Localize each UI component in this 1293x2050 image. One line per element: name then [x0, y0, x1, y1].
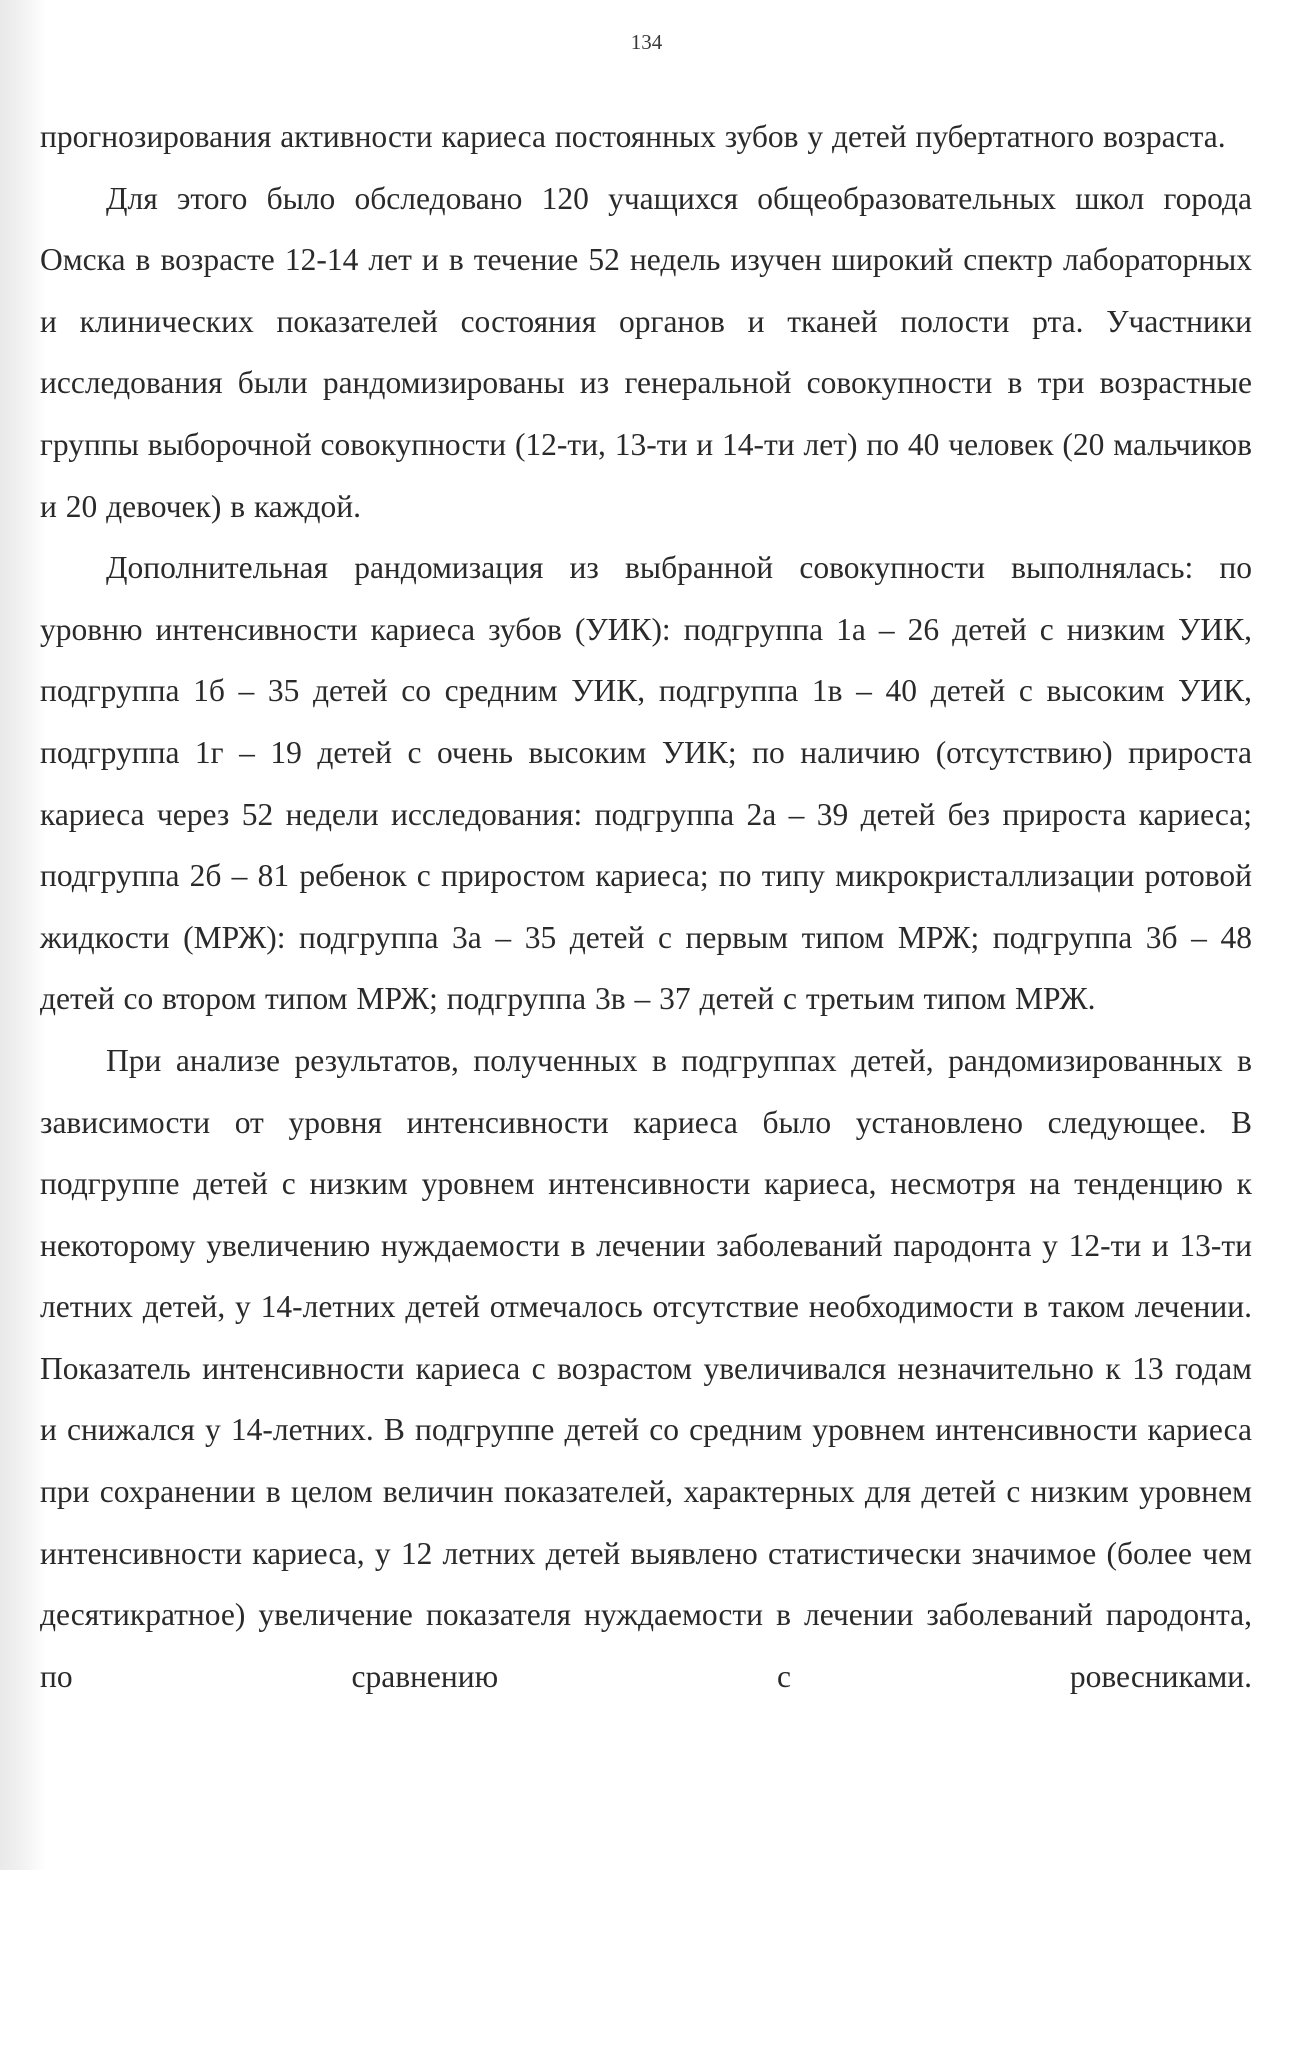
paragraph-analysis: При анализе результатов, полученных в подгруппах детей, рандомизированных в зависимости от уровня интенсивности кариеса было установлено следующее. В подгруппе детей с низким уровнем интенсивности кариеса, несмотря на тенденцию к некоторому увеличению нуждаемости в лечении заболеваний пародонта у 12-ти и 13-ти летних детей, у 14-летних детей отмечалось отсутствие необходимости в таком лечении. Показатель интенсивности кариеса с возрастом увеличивался незначительно к 13 годам и снижался у 14-летних. В подгруппе детей со средним уровнем интенсивности кариеса при сохранении в целом величин показателей, характерных для детей с низким уровнем интенсивности кариеса, у 12 летних детей выявлено статистически значимое (более чем десятикратное) увеличение показателя нуждаемости в лечении заболеваний пародонта, по сравнению с ровесниками. [40, 1042, 1252, 1694]
page-number: 134 [630, 30, 663, 54]
paragraph-study-design: Для этого было обследовано 120 учащихся общеобразовательных школ города Омска в возрасте 12-14 лет и в течение 52 недель изучен широкий спектр лабораторных и клинических показателей состояния органов и тканей полости рта. Участники исследования были рандомизированы из генеральной совокупности в три возрастные группы выборочной совокупности (12-ти, 13-ти и 14-ти лет) по 40 человек (20 мальчиков и 20 девочек) в каждой. [40, 180, 1252, 524]
body-text [40, 106, 1252, 1707]
paragraph-randomization: Дополнительная рандомизация из выбранной совокупности выполнялась: по уровню интенсивности кариеса зубов (УИК): подгруппа 1а – 26 детей с низким УИК, подгруппа 1б – 35 детей со средним УИК, подгруппа 1в – 40 детей с высоким УИК, подгруппа 1г – 19 детей с очень высоким УИК; по наличию (отсутствию) прироста кариеса через 52 недели исследования: подгруппа 2а – 39 детей без прироста кариеса; подгруппа 2б – 81 ребенок с приростом кариеса; по типу микрокристаллизации ротовой жидкости (МРЖ): подгруппа 3а – 35 детей с первым типом МРЖ; подгруппа 3б – 48 детей со втором типом МРЖ; подгруппа 3в – 37 детей с третьим типом МРЖ. [40, 550, 1252, 1017]
paragraph-continuation: прогнозирования активности кариеса постоянных зубов у детей пубертатного возраста. [40, 119, 1226, 154]
